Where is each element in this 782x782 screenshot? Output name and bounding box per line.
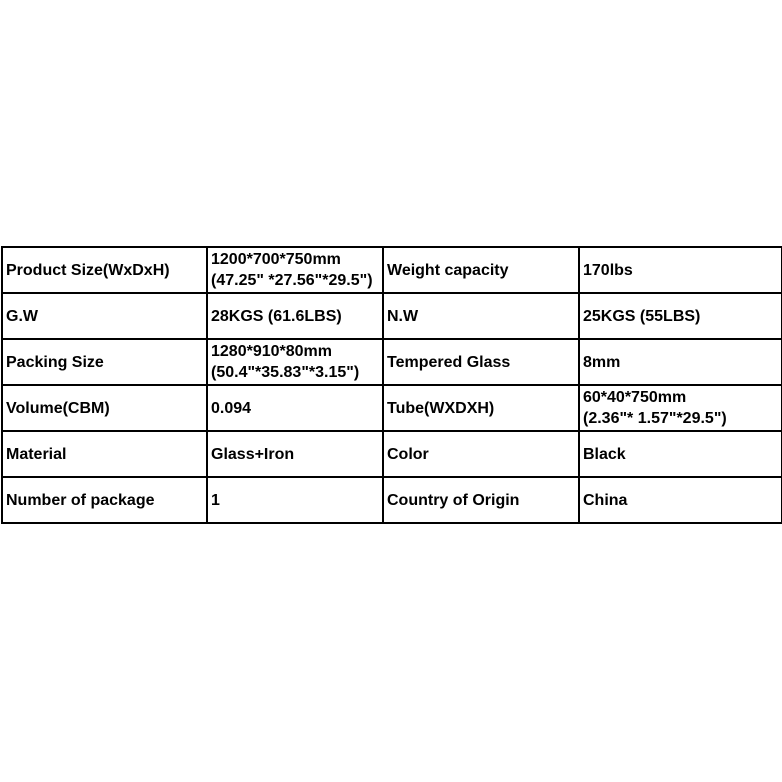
spec-value-product-size bbox=[207, 247, 383, 293]
cell-text: 170lbs bbox=[583, 261, 633, 279]
spec-label-tempered-glass bbox=[383, 339, 579, 385]
cell-text: Packing Size bbox=[6, 353, 104, 371]
spec-label-net-weight bbox=[383, 293, 579, 339]
cell-text: Weight capacity bbox=[387, 261, 509, 279]
spec-label-volume bbox=[2, 385, 207, 431]
cell-text: Black bbox=[583, 445, 626, 463]
cell-text: (50.4"*35.83"*3.15") bbox=[211, 364, 360, 381]
cell-text: Tempered Glass bbox=[387, 353, 511, 371]
table-row bbox=[2, 477, 782, 523]
spec-label-number-of-package bbox=[2, 477, 207, 523]
cell-text: 0.094 bbox=[211, 399, 252, 417]
spec-value-tempered-glass bbox=[579, 339, 782, 385]
cell-text: (2.36"* 1.57"*29.5") bbox=[583, 410, 727, 427]
cell-text: Country of Origin bbox=[387, 491, 520, 509]
cell-text: Product Size(WxDxH) bbox=[6, 261, 170, 279]
cell-text: Volume(CBM) bbox=[6, 399, 110, 417]
spec-value-weight-capacity bbox=[579, 247, 782, 293]
spec-value-country-of-origin bbox=[579, 477, 782, 523]
spec-value-number-of-package bbox=[207, 477, 383, 523]
table-row bbox=[2, 385, 782, 431]
cell-text: N.W bbox=[387, 307, 419, 325]
spec-label-tube bbox=[383, 385, 579, 431]
cell-text: 1 bbox=[211, 491, 220, 509]
cell-text: 25KGS (55LBS) bbox=[583, 307, 701, 325]
cell-text: 28KGS (61.6LBS) bbox=[211, 307, 342, 325]
cell-text: Number of package bbox=[6, 491, 155, 509]
spec-value-packing-size bbox=[207, 339, 383, 385]
table-row bbox=[2, 247, 782, 293]
cell-text: Color bbox=[387, 445, 429, 463]
spec-label-packing-size bbox=[2, 339, 207, 385]
table-row bbox=[2, 431, 782, 477]
table-row bbox=[2, 339, 782, 385]
spec-value-net-weight bbox=[579, 293, 782, 339]
spec-value-gross-weight bbox=[207, 293, 383, 339]
cell-text: Material bbox=[6, 445, 67, 463]
spec-value-material bbox=[207, 431, 383, 477]
spec-value-volume bbox=[207, 385, 383, 431]
product-spec-table bbox=[1, 246, 782, 524]
spec-label-material bbox=[2, 431, 207, 477]
spec-label-country-of-origin bbox=[383, 477, 579, 523]
cell-text: Tube(WXDXH) bbox=[387, 399, 495, 417]
spec-label-color bbox=[383, 431, 579, 477]
cell-text: Glass+Iron bbox=[211, 445, 295, 463]
cell-text: 60*40*750mm bbox=[583, 389, 687, 406]
cell-text: (47.25" *27.56"*29.5") bbox=[211, 272, 373, 289]
spec-label-product-size bbox=[2, 247, 207, 293]
spec-value-tube bbox=[579, 385, 782, 431]
spec-value-color bbox=[579, 431, 782, 477]
table-row bbox=[2, 293, 782, 339]
cell-text: G.W bbox=[6, 307, 38, 325]
cell-text: China bbox=[583, 491, 628, 509]
cell-text: 1280*910*80mm bbox=[211, 343, 332, 360]
cell-text: 1200*700*750mm bbox=[211, 251, 341, 268]
spec-label-weight-capacity bbox=[383, 247, 579, 293]
cell-text: 8mm bbox=[583, 353, 621, 371]
spec-label-gross-weight bbox=[2, 293, 207, 339]
